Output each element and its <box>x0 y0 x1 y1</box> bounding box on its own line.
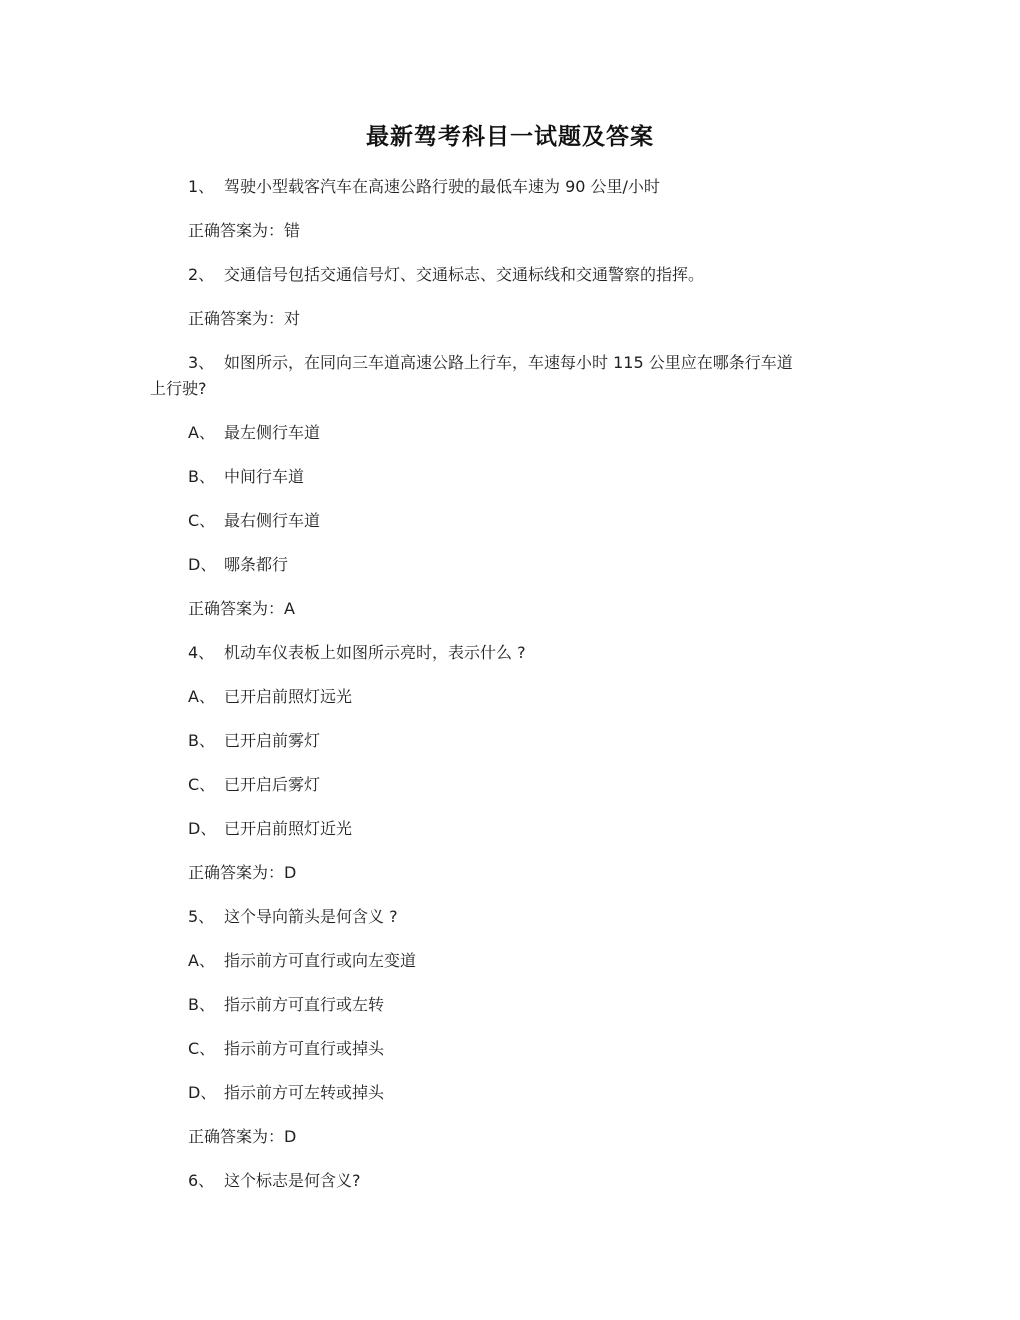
option-text: 已开启前雾灯 <box>224 731 321 750</box>
answer-value: 错 <box>284 221 301 240</box>
option-letter: A、 <box>188 687 215 706</box>
option-letter: B、 <box>188 467 215 486</box>
question-text-line-1: 如图所示，在同向三车道高速公路上行车，车速每小时 115 公里应在哪条行车道 <box>224 353 793 372</box>
option-5d <box>188 1082 384 1104</box>
question-text: 交通信号包括交通信号灯、交通标志、交通标线和交通警察的指挥。 <box>224 265 705 284</box>
question-2 <box>188 264 704 286</box>
answer-4 <box>188 862 296 884</box>
answer-label: 正确答案为： <box>188 221 285 240</box>
question-6 <box>188 1170 361 1192</box>
option-text: 已开启前照灯近光 <box>224 819 353 838</box>
option-text: 指示前方可左转或掉头 <box>224 1083 385 1102</box>
option-text: 最左侧行车道 <box>224 423 321 442</box>
option-3a <box>188 422 320 444</box>
option-4a <box>188 686 352 708</box>
option-4b <box>188 730 320 752</box>
option-letter: D、 <box>188 819 217 838</box>
question-text: 驾驶小型载客汽车在高速公路行驶的最低车速为 90 公里/小时 <box>224 177 660 196</box>
option-letter: C、 <box>188 511 216 530</box>
question-number: 2、 <box>188 265 215 284</box>
question-text: 这个导向箭头是何含义 ? <box>224 907 398 926</box>
option-letter: A、 <box>188 423 215 442</box>
option-text: 已开启前照灯远光 <box>224 687 353 706</box>
option-letter: C、 <box>188 1039 216 1058</box>
answer-5 <box>188 1126 296 1148</box>
option-5a <box>188 950 416 972</box>
answer-label: 正确答案为： <box>188 599 285 618</box>
answer-value: A <box>284 599 295 618</box>
option-5c <box>188 1038 384 1060</box>
question-number: 4、 <box>188 643 215 662</box>
answer-value: D <box>284 863 297 882</box>
option-3d <box>188 554 288 576</box>
option-text: 哪条都行 <box>224 555 289 574</box>
question-number: 5、 <box>188 907 215 926</box>
answer-2 <box>188 308 300 330</box>
option-letter: D、 <box>188 1083 217 1102</box>
question-number: 3、 <box>188 353 215 372</box>
document-title: 最新驾考科目一试题及答案 <box>366 123 654 150</box>
option-3c <box>188 510 320 532</box>
question-5 <box>188 906 398 928</box>
question-text: 机动车仪表板上如图所示亮时，表示什么 ? <box>224 643 526 662</box>
question-1 <box>188 176 660 198</box>
answer-label: 正确答案为： <box>188 309 285 328</box>
option-letter: A、 <box>188 951 215 970</box>
option-letter: C、 <box>188 775 216 794</box>
option-5b <box>188 994 384 1016</box>
question-text: 这个标志是何含义? <box>224 1171 361 1190</box>
option-text: 中间行车道 <box>224 467 305 486</box>
answer-value: D <box>284 1127 297 1146</box>
option-text: 指示前方可直行或掉头 <box>224 1039 385 1058</box>
option-text: 指示前方可直行或左转 <box>224 995 385 1014</box>
answer-3 <box>188 598 295 620</box>
answer-1 <box>188 220 300 242</box>
question-4 <box>188 642 526 664</box>
option-3b <box>188 466 304 488</box>
question-3 <box>188 352 793 374</box>
option-text: 最右侧行车道 <box>224 511 321 530</box>
question-number: 6、 <box>188 1171 215 1190</box>
question-3-continuation: 上行驶? <box>150 379 207 398</box>
option-letter: B、 <box>188 995 215 1014</box>
option-text: 指示前方可直行或向左变道 <box>224 951 417 970</box>
answer-label: 正确答案为： <box>188 863 285 882</box>
option-letter: B、 <box>188 731 215 750</box>
answer-label: 正确答案为： <box>188 1127 285 1146</box>
question-number: 1、 <box>188 177 215 196</box>
option-4c <box>188 774 320 796</box>
option-letter: D、 <box>188 555 217 574</box>
answer-value: 对 <box>284 309 301 328</box>
option-text: 已开启后雾灯 <box>224 775 321 794</box>
option-4d <box>188 818 352 840</box>
